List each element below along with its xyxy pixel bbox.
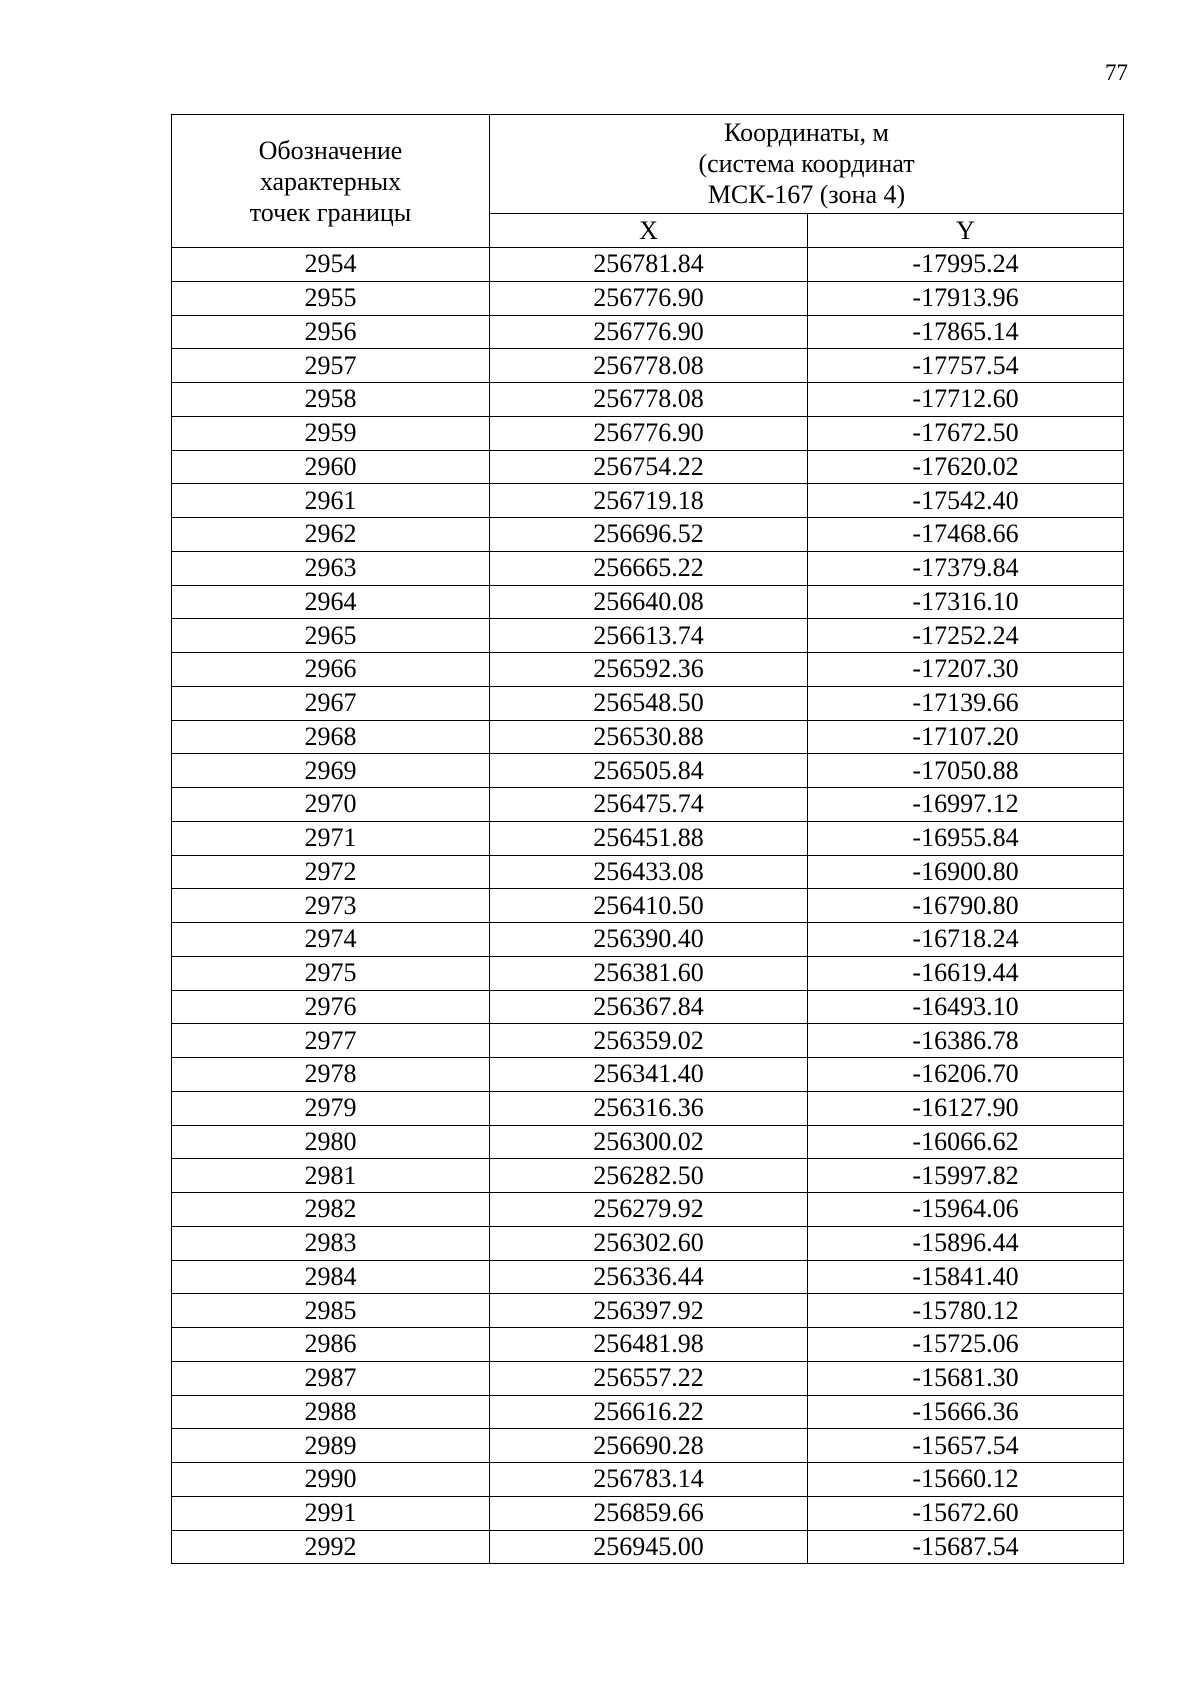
- y-cell: -17757.54: [808, 349, 1124, 383]
- y-cell: -15681.30: [808, 1361, 1124, 1395]
- x-cell: 256505.84: [490, 754, 808, 788]
- y-cell: -15666.36: [808, 1395, 1124, 1429]
- point-cell: 2971: [172, 821, 490, 855]
- y-cell: -16386.78: [808, 1024, 1124, 1058]
- page-number: 77: [1105, 60, 1128, 85]
- coords-header-line-1: Координаты, м: [724, 118, 889, 148]
- table-row: [172, 653, 1124, 687]
- y-cell: -16493.10: [808, 990, 1124, 1024]
- point-cell: 2963: [172, 551, 490, 585]
- x-cell: 256279.92: [490, 1193, 808, 1227]
- y-cell: -17995.24: [808, 248, 1124, 282]
- point-cell: 2986: [172, 1328, 490, 1362]
- point-cell: 2982: [172, 1193, 490, 1227]
- point-cell: 2973: [172, 889, 490, 923]
- point-cell: 2991: [172, 1496, 490, 1530]
- x-cell: 256719.18: [490, 484, 808, 518]
- x-cell: 256776.90: [490, 315, 808, 349]
- table-header: [172, 115, 1124, 248]
- table-row: [172, 923, 1124, 957]
- x-cell: 256282.50: [490, 1159, 808, 1193]
- point-header-line-1: Обозначение: [258, 135, 403, 165]
- table-row: [172, 450, 1124, 484]
- y-cell: -17468.66: [808, 518, 1124, 552]
- point-cell: 2988: [172, 1395, 490, 1429]
- x-cell: 256475.74: [490, 788, 808, 822]
- table-row: [172, 416, 1124, 450]
- x-cell: 256300.02: [490, 1125, 808, 1159]
- y-cell: -15657.54: [808, 1429, 1124, 1463]
- point-cell: 2972: [172, 855, 490, 889]
- point-cell: 2957: [172, 349, 490, 383]
- y-cell: -17672.50: [808, 416, 1124, 450]
- y-cell: -17379.84: [808, 551, 1124, 585]
- y-cell: -16790.80: [808, 889, 1124, 923]
- point-cell: 2990: [172, 1463, 490, 1497]
- table-row: [172, 889, 1124, 923]
- y-cell: -17865.14: [808, 315, 1124, 349]
- point-cell: 2978: [172, 1058, 490, 1092]
- x-cell: 256336.44: [490, 1260, 808, 1294]
- point-cell: 2985: [172, 1294, 490, 1328]
- point-cell: 2955: [172, 281, 490, 315]
- point-cell: 2965: [172, 619, 490, 653]
- table-row: [172, 1429, 1124, 1463]
- point-cell: 2968: [172, 720, 490, 754]
- x-cell: 256783.14: [490, 1463, 808, 1497]
- point-cell: 2977: [172, 1024, 490, 1058]
- table-row: [172, 484, 1124, 518]
- x-cell: 256690.28: [490, 1429, 808, 1463]
- y-cell: -16997.12: [808, 788, 1124, 822]
- table-row: [172, 383, 1124, 417]
- y-cell: -17712.60: [808, 383, 1124, 417]
- y-cell: -15660.12: [808, 1463, 1124, 1497]
- table-row: [172, 619, 1124, 653]
- point-cell: 2967: [172, 686, 490, 720]
- x-cell: 256530.88: [490, 720, 808, 754]
- point-cell: 2979: [172, 1091, 490, 1125]
- y-cell: -15672.60: [808, 1496, 1124, 1530]
- point-column-header: [172, 115, 490, 248]
- x-cell: 256778.08: [490, 383, 808, 417]
- y-cell: -16619.44: [808, 956, 1124, 990]
- point-cell: 2959: [172, 416, 490, 450]
- table-row: [172, 1328, 1124, 1362]
- table-row: [172, 281, 1124, 315]
- y-cell: -17913.96: [808, 281, 1124, 315]
- table-body: [172, 248, 1124, 1564]
- x-cell: 256433.08: [490, 855, 808, 889]
- table-row: [172, 686, 1124, 720]
- x-cell: 256548.50: [490, 686, 808, 720]
- x-cell: 256397.92: [490, 1294, 808, 1328]
- table-row: [172, 1159, 1124, 1193]
- table-row: [172, 315, 1124, 349]
- y-cell: -16955.84: [808, 821, 1124, 855]
- x-cell: 256381.60: [490, 956, 808, 990]
- y-cell: -15841.40: [808, 1260, 1124, 1294]
- table-row: [172, 1058, 1124, 1092]
- y-cell: -17620.02: [808, 450, 1124, 484]
- x-cell: 256341.40: [490, 1058, 808, 1092]
- table-row: [172, 1361, 1124, 1395]
- table-row: [172, 720, 1124, 754]
- table-row: [172, 1260, 1124, 1294]
- table-row: [172, 349, 1124, 383]
- point-cell: 2960: [172, 450, 490, 484]
- y-cell: -15780.12: [808, 1294, 1124, 1328]
- point-cell: 2980: [172, 1125, 490, 1159]
- point-cell: 2984: [172, 1260, 490, 1294]
- point-cell: 2954: [172, 248, 490, 282]
- table-row: [172, 1125, 1124, 1159]
- y-cell: -15725.06: [808, 1328, 1124, 1362]
- x-cell: 256616.22: [490, 1395, 808, 1429]
- point-cell: 2961: [172, 484, 490, 518]
- y-cell: -16127.90: [808, 1091, 1124, 1125]
- y-cell: -16066.62: [808, 1125, 1124, 1159]
- x-cell: 256754.22: [490, 450, 808, 484]
- y-cell: -17107.20: [808, 720, 1124, 754]
- coordinates-group-header: [490, 115, 1124, 214]
- y-cell: -15964.06: [808, 1193, 1124, 1227]
- table-row: [172, 821, 1124, 855]
- y-cell: -17316.10: [808, 585, 1124, 619]
- table-row: [172, 551, 1124, 585]
- x-cell: 256640.08: [490, 585, 808, 619]
- x-cell: 256696.52: [490, 518, 808, 552]
- x-cell: 256390.40: [490, 923, 808, 957]
- x-cell: 256945.00: [490, 1530, 808, 1564]
- table-row: [172, 956, 1124, 990]
- y-column-header: Y: [808, 213, 1124, 247]
- table-row: [172, 855, 1124, 889]
- table-row: [172, 1024, 1124, 1058]
- coords-header-line-3: МСК-167 (зона 4): [707, 180, 906, 210]
- point-cell: 2964: [172, 585, 490, 619]
- table-row: [172, 1193, 1124, 1227]
- table-row: [172, 1395, 1124, 1429]
- table-row: [172, 990, 1124, 1024]
- point-cell: 2966: [172, 653, 490, 687]
- table-row: [172, 1463, 1124, 1497]
- x-cell: 256778.08: [490, 349, 808, 383]
- x-cell: 256410.50: [490, 889, 808, 923]
- point-header-line-3: точек границы: [249, 197, 412, 227]
- point-cell: 2976: [172, 990, 490, 1024]
- x-column-header: X: [490, 213, 808, 247]
- y-cell: -17252.24: [808, 619, 1124, 653]
- y-cell: -17207.30: [808, 653, 1124, 687]
- x-cell: 256776.90: [490, 416, 808, 450]
- x-cell: 256781.84: [490, 248, 808, 282]
- x-cell: 256592.36: [490, 653, 808, 687]
- point-header-line-2: характерных: [259, 166, 402, 196]
- table-row: [172, 585, 1124, 619]
- point-cell: 2989: [172, 1429, 490, 1463]
- x-cell: 256316.36: [490, 1091, 808, 1125]
- point-cell: 2992: [172, 1530, 490, 1564]
- x-cell: 256481.98: [490, 1328, 808, 1362]
- x-cell: 256613.74: [490, 619, 808, 653]
- x-cell: 256302.60: [490, 1226, 808, 1260]
- x-cell: 256367.84: [490, 990, 808, 1024]
- y-cell: -16900.80: [808, 855, 1124, 889]
- x-cell: 256557.22: [490, 1361, 808, 1395]
- y-cell: -17542.40: [808, 484, 1124, 518]
- y-cell: -16718.24: [808, 923, 1124, 957]
- x-cell: 256859.66: [490, 1496, 808, 1530]
- point-cell: 2956: [172, 315, 490, 349]
- table-row: [172, 1294, 1124, 1328]
- coords-header-line-2: (система координат: [698, 149, 915, 179]
- y-cell: -16206.70: [808, 1058, 1124, 1092]
- x-cell: 256776.90: [490, 281, 808, 315]
- table-row: [172, 518, 1124, 552]
- table-row: [172, 1530, 1124, 1564]
- point-cell: 2987: [172, 1361, 490, 1395]
- coordinates-table: [171, 114, 1124, 1564]
- table-row: [172, 1091, 1124, 1125]
- table-row: [172, 788, 1124, 822]
- point-cell: 2981: [172, 1159, 490, 1193]
- table-row: [172, 1496, 1124, 1530]
- table-row: [172, 248, 1124, 282]
- x-cell: 256665.22: [490, 551, 808, 585]
- table-row: [172, 1226, 1124, 1260]
- y-cell: -15687.54: [808, 1530, 1124, 1564]
- point-cell: 2970: [172, 788, 490, 822]
- y-cell: -15896.44: [808, 1226, 1124, 1260]
- y-cell: -17050.88: [808, 754, 1124, 788]
- point-cell: 2983: [172, 1226, 490, 1260]
- point-cell: 2958: [172, 383, 490, 417]
- x-cell: 256451.88: [490, 821, 808, 855]
- y-cell: -17139.66: [808, 686, 1124, 720]
- table-row: [172, 754, 1124, 788]
- x-cell: 256359.02: [490, 1024, 808, 1058]
- y-cell: -15997.82: [808, 1159, 1124, 1193]
- point-cell: 2962: [172, 518, 490, 552]
- point-cell: 2974: [172, 923, 490, 957]
- point-cell: 2969: [172, 754, 490, 788]
- point-cell: 2975: [172, 956, 490, 990]
